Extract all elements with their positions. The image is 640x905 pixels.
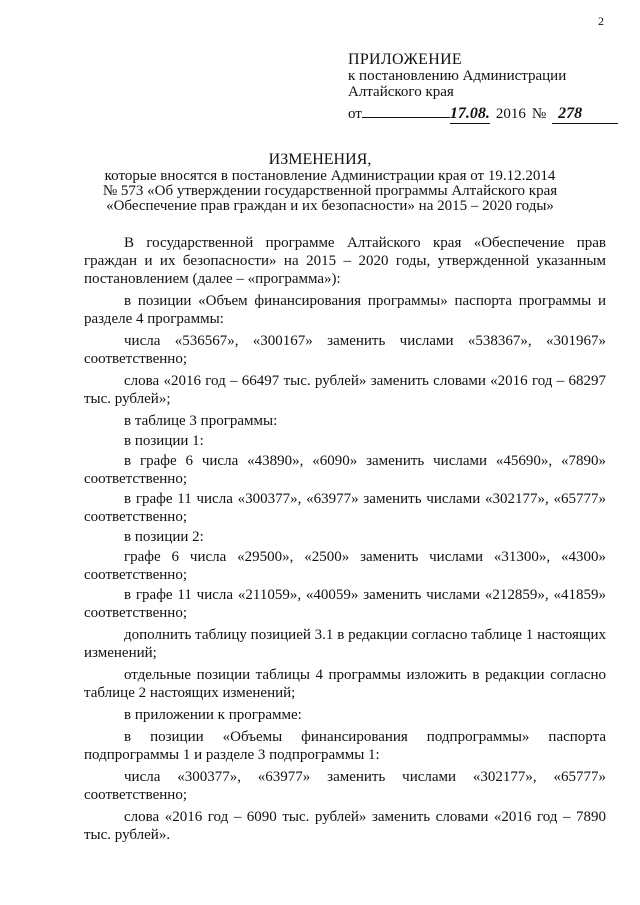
document-subtitle	[60, 169, 600, 214]
body-paragraph: графе 6 числа «29500», «2500» заменить числами «31300», «4300» соответственно;	[84, 549, 606, 583]
date-handwritten: 17.08.	[449, 105, 490, 122]
body-paragraph: числа «536567», «300167» заменить числами «538367», «301967» соответственно;	[84, 333, 606, 367]
body-paragraph: в графе 11 числа «300377», «63977» заменить числами «302177», «65777» соответственно;	[84, 491, 606, 525]
body-paragraph: слова «2016 год – 66497 тыс. рублей» заменить словами «2016 год – 68297 тыс. рублей»;	[84, 373, 606, 407]
appendix-date-line	[348, 100, 618, 124]
body-paragraph: слова «2016 год – 6090 тыс. рублей» заменить словами «2016 год – 7890 тыс. рублей».	[84, 809, 606, 843]
body-paragraph: в позиции «Объемы финансирования подпрограммы» паспорта подпрограммы 1 и разделе 3 подпрограммы 1:	[84, 729, 606, 763]
page-number: 2	[598, 14, 604, 28]
document-body	[84, 234, 606, 844]
body-paragraph: в позиции «Объем финансирования программы» паспорта программы и разделе 4 программы:	[84, 293, 606, 327]
from-label: от	[348, 106, 362, 122]
body-paragraph: в позиции 1:	[124, 433, 204, 449]
body-paragraph: дополнить таблицу позицией 3.1 в редакции согласно таблице 1 настоящих изменений;	[84, 627, 606, 661]
body-paragraph: в позиции 2:	[124, 529, 204, 545]
subtitle-line: № 573 «Об утверждении государственной программы Алтайского края	[102, 183, 558, 199]
body-paragraph: отдельные позиции таблицы 4 программы изложить в редакции согласно таблице 2 настоящих изменений;	[84, 667, 606, 701]
body-paragraph: числа «300377», «63977» заменить числами «302177», «65777» соответственно;	[84, 769, 606, 803]
appendix-line-1: к постановлению Администрации	[348, 68, 567, 84]
number-label: №	[531, 106, 547, 122]
appendix-line-2: Алтайского края	[348, 84, 454, 100]
year-text: 2016	[495, 106, 526, 122]
number-handwritten: 278	[552, 106, 618, 124]
body-paragraph: в приложении к программе:	[124, 707, 302, 723]
body-paragraph: в таблице 3 программы:	[124, 413, 278, 429]
body-paragraph: в графе 6 числа «43890», «6090» заменить числами «45690», «7890» соответственно;	[84, 453, 606, 487]
body-paragraph: в графе 11 числа «211059», «40059» заменить числами «212859», «41859» соответственно;	[84, 587, 606, 621]
subtitle-line: «Обеспечение прав граждан и их безопасности» на 2015 – 2020 годы»	[106, 198, 554, 214]
appendix-heading: ПРИЛОЖЕНИЕ	[348, 51, 463, 68]
appendix-block	[348, 52, 618, 124]
subtitle-line: которые вносятся в постановление Администрации края от 19.12.2014	[104, 168, 556, 184]
document-title: ИЗМЕНЕНИЯ,	[268, 151, 372, 168]
date-blank-line	[362, 100, 450, 118]
body-paragraph: В государственной программе Алтайского края «Обеспечение прав граждан и их безопасности» на 2015 – 2020 годы, утвержденной указанным постановлением (далее – «программа»):	[84, 235, 606, 287]
